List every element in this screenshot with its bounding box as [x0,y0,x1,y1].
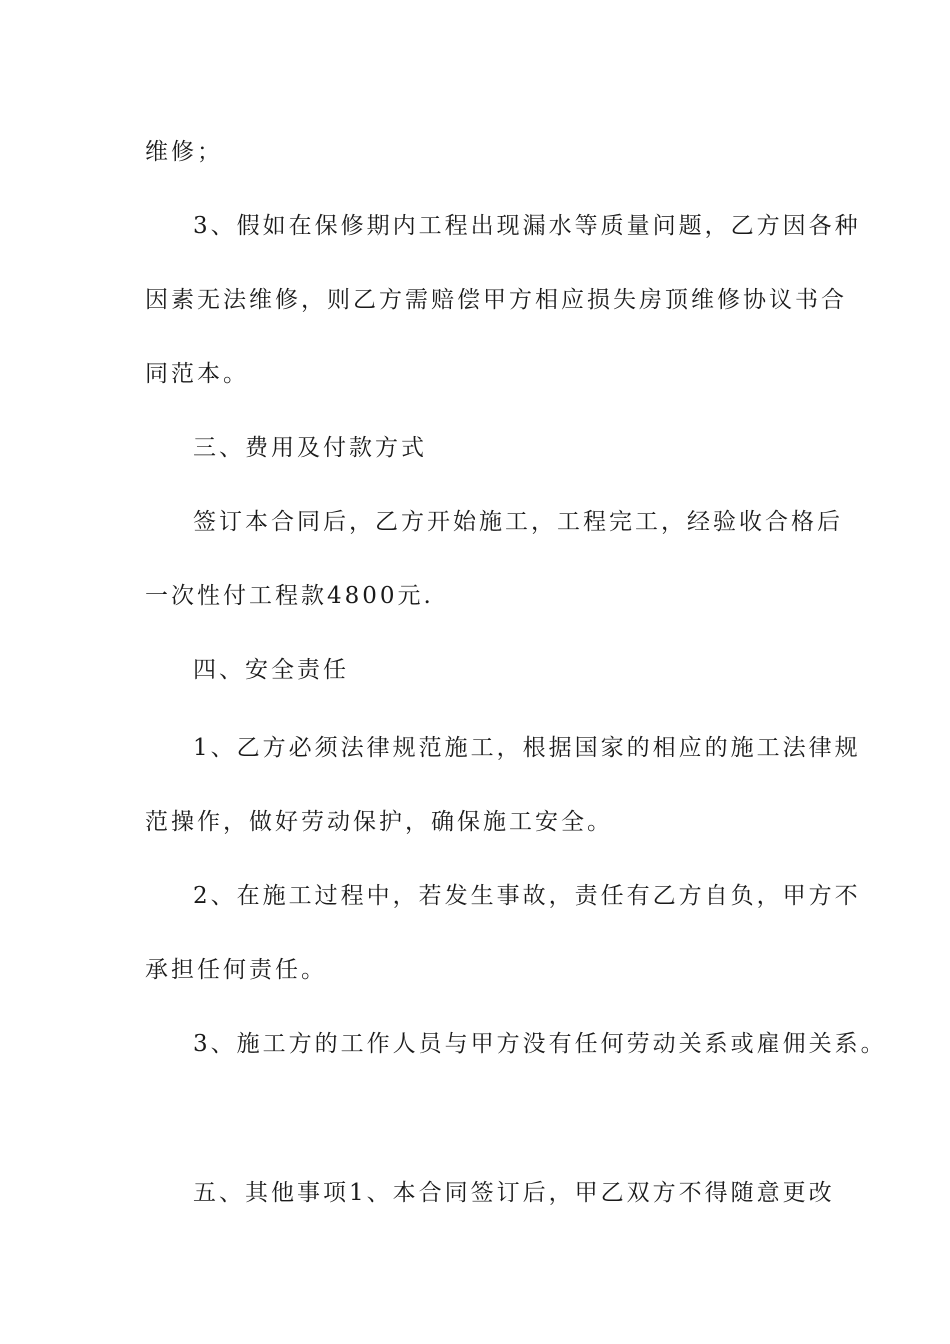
text-line-10: 范操作，做好劳动保护，确保施工安全。 [145,809,613,835]
text-line-11: 2、在施工过程中，若发生事故，责任有乙方自负，甲方不 [193,883,861,909]
text-line-7: 一次性付工程款4800元. [145,583,434,609]
text-line-1: 维修； [145,139,223,165]
text-line-3: 因素无法维修，则乙方需赔偿甲方相应损失房顶维修协议书合 [145,287,847,313]
text-line-4: 同范本。 [145,361,249,387]
text-line-13: 3、施工方的工作人员与甲方没有任何劳动关系或雇佣关系。 [193,1031,887,1057]
text-line-6: 签订本合同后，乙方开始施工，工程完工，经验收合格后 [193,509,843,535]
section-heading-3: 三、费用及付款方式 [193,435,427,461]
section-heading-4: 四、安全责任 [193,657,349,683]
text-line-12: 承担任何责任。 [145,957,327,983]
text-line-9: 1、乙方必须法律规范施工，根据国家的相应的施工法律规 [193,735,861,761]
section-heading-5: 五、其他事项1、本合同签订后，甲乙双方不得随意更改 [193,1180,835,1206]
text-line-2: 3、假如在保修期内工程出现漏水等质量问题，乙方因各种 [193,213,861,239]
